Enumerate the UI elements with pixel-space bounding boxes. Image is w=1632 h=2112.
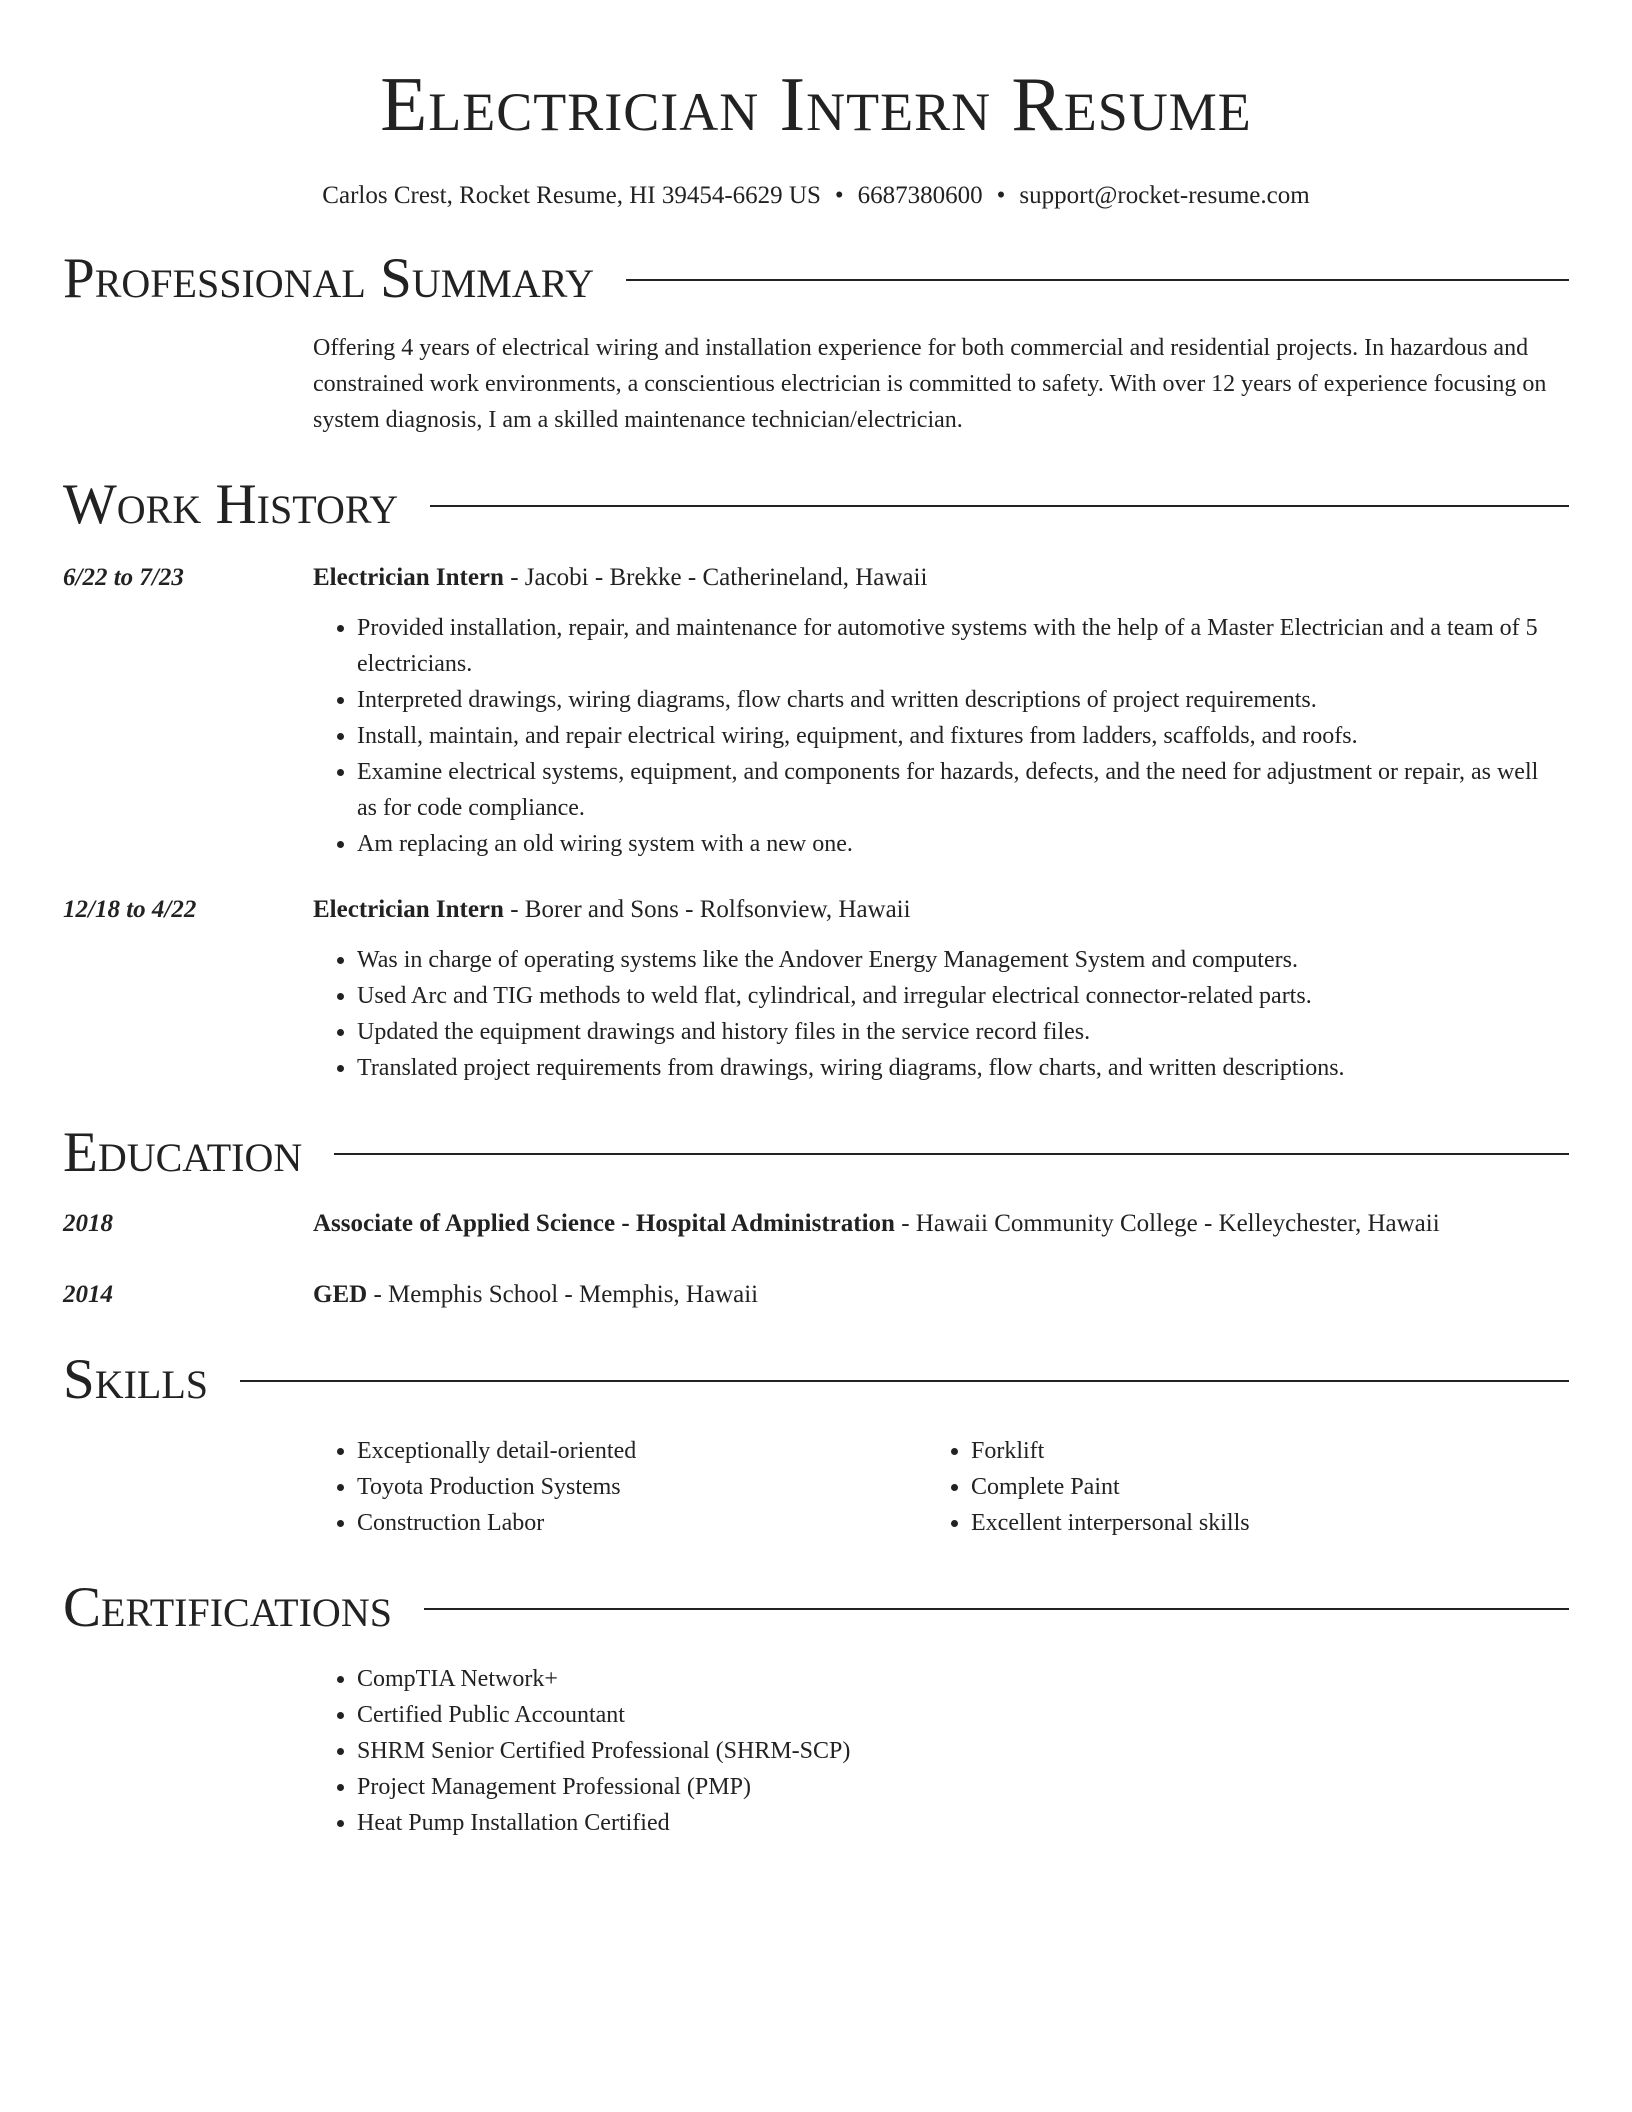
list-item: • Interpreted drawings, wiring diagrams, flow charts and written descriptions of project requirements. xyxy=(357,682,1549,718)
list-item: • Used Arc and TIG methods to weld flat, cylindrical, and irregular electrical connector-related parts. xyxy=(357,978,1549,1014)
education-year: 2014 xyxy=(63,1281,113,1308)
education-details: - Hawaii Community College - Kelleychester, Hawaii xyxy=(894,1210,1440,1237)
summary-row xyxy=(63,330,1569,438)
section-title-summary: Professional Summary xyxy=(63,247,595,310)
skills-row xyxy=(63,1433,1569,1541)
page-title: Electrician Intern Resume xyxy=(380,61,1252,147)
job-bullets xyxy=(313,942,1549,1086)
education-year: 2018 xyxy=(63,1210,113,1237)
education-entry xyxy=(63,1277,1569,1313)
list-item: • Toyota Production Systems xyxy=(357,1469,927,1505)
skills-column-1 xyxy=(313,1433,927,1541)
summary-text: Offering 4 years of electrical wiring and installation experience for both commercial and residential projects. In hazardous and constrained work environments, a conscientious electrician is committed to safety. With over 12 years of experience focusing on system diagnosis, I am a skilled maintenance technician/electrician. xyxy=(313,335,1547,433)
certifications-row xyxy=(63,1661,1569,1841)
contact-line xyxy=(63,180,1569,212)
section-title-education: Education xyxy=(63,1121,303,1184)
list-item: • Exceptionally detail-oriented xyxy=(357,1433,927,1469)
education-entry xyxy=(63,1206,1569,1242)
list-item: • Install, maintain, and repair electrical wiring, equipment, and fixtures from ladders, scaffolds, and roofs. xyxy=(357,718,1549,754)
job-details: - Jacobi - Brekke - Catherineland, Hawaii xyxy=(503,564,928,591)
contact-separator: • xyxy=(996,182,1006,209)
section-header-skills xyxy=(63,1347,1569,1413)
education-degree: Associate of Applied Science - Hospital Administration xyxy=(313,1210,895,1237)
education-degree: GED xyxy=(313,1281,368,1308)
list-item: • Heat Pump Installation Certified xyxy=(357,1805,1549,1841)
section-title-work: Work History xyxy=(63,473,399,536)
contact-separator: • xyxy=(834,182,844,209)
job-entry xyxy=(63,560,1569,862)
job-role: Electrician Intern xyxy=(313,564,504,591)
section-divider xyxy=(626,279,1569,281)
list-item: • Certified Public Accountant xyxy=(357,1697,1549,1733)
section-divider xyxy=(334,1153,1569,1155)
job-heading xyxy=(313,892,1549,928)
contact-email: support@rocket-resume.com xyxy=(1019,182,1310,209)
list-item: • Forklift xyxy=(971,1433,1541,1469)
list-item: • Project Management Professional (PMP) xyxy=(357,1769,1549,1805)
job-heading xyxy=(313,560,1549,596)
certifications-spacer xyxy=(63,1661,313,1841)
section-divider xyxy=(430,505,1569,507)
section-header-work xyxy=(63,472,1569,538)
job-bullets xyxy=(313,610,1549,862)
list-item: • CompTIA Network+ xyxy=(357,1661,1549,1697)
skills-spacer xyxy=(63,1433,313,1541)
section-divider xyxy=(424,1608,1569,1610)
list-item: • Provided installation, repair, and maintenance for automotive systems with the help of a Master Electrician and a team of 5 electricians. xyxy=(357,610,1549,682)
job-entry xyxy=(63,892,1569,1086)
list-item: • Construction Labor xyxy=(357,1505,927,1541)
section-header-education xyxy=(63,1120,1569,1186)
skills-column-2 xyxy=(927,1433,1541,1541)
section-title-certifications: Certifications xyxy=(63,1576,392,1639)
job-role: Electrician Intern xyxy=(313,896,504,923)
certifications-list xyxy=(313,1661,1549,1841)
section-divider xyxy=(240,1380,1569,1382)
list-item: • SHRM Senior Certified Professional (SHRM-SCP) xyxy=(357,1733,1549,1769)
list-item: • Excellent interpersonal skills xyxy=(971,1505,1541,1541)
list-item: • Updated the equipment drawings and history files in the service record files. xyxy=(357,1014,1549,1050)
job-details: - Borer and Sons - Rolfsonview, Hawaii xyxy=(503,896,911,923)
list-item: • Was in charge of operating systems like the Andover Energy Management System and computers. xyxy=(357,942,1549,978)
list-item: • Am replacing an old wiring system with a new one. xyxy=(357,826,1549,862)
section-title-skills: Skills xyxy=(63,1348,209,1411)
summary-spacer xyxy=(63,330,313,438)
list-item: • Complete Paint xyxy=(971,1469,1541,1505)
section-header-summary xyxy=(63,246,1569,312)
job-dates: 12/18 to 4/22 xyxy=(63,896,197,923)
education-details: - Memphis School - Memphis, Hawaii xyxy=(367,1281,759,1308)
skills-columns xyxy=(313,1433,1569,1541)
list-item: • Translated project requirements from drawings, wiring diagrams, flow charts, and written descriptions. xyxy=(357,1050,1549,1086)
job-dates: 6/22 to 7/23 xyxy=(63,564,184,591)
list-item: • Examine electrical systems, equipment, and components for hazards, defects, and the need for adjustment or repair, as well as for code compliance. xyxy=(357,754,1549,826)
contact-phone: 6687380600 xyxy=(857,182,983,209)
section-header-certifications xyxy=(63,1575,1569,1641)
contact-address: Carlos Crest, Rocket Resume, HI 39454-6629 US xyxy=(322,182,821,209)
